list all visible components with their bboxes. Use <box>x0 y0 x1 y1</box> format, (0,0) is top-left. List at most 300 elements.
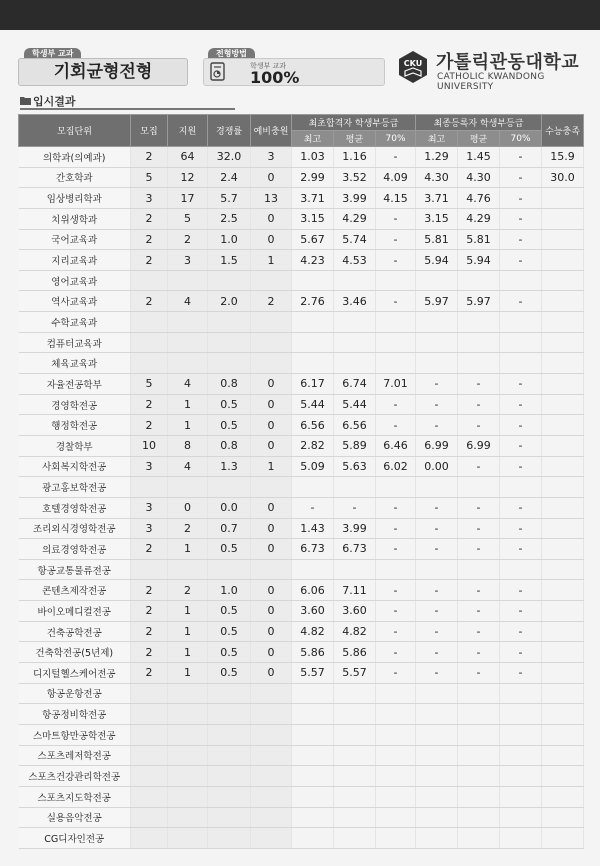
cell-applicants <box>168 807 208 828</box>
cell-final-avg: - <box>458 456 500 477</box>
cell-first-70: - <box>376 250 416 271</box>
cell-first-max <box>292 559 334 580</box>
cell-final-max: 1.29 <box>416 147 458 168</box>
cell-applicants <box>168 477 208 498</box>
cell-first-avg: 4.53 <box>334 250 376 271</box>
cell-first-70 <box>376 786 416 807</box>
cell-applicants <box>168 270 208 291</box>
cell-quota <box>131 786 168 807</box>
cell-quota: 2 <box>131 208 168 229</box>
table-row <box>19 559 584 580</box>
header-sub-max: 최고 <box>292 131 334 147</box>
cell-csat <box>542 208 584 229</box>
cell-quota: 2 <box>131 663 168 684</box>
cell-final-avg: - <box>458 663 500 684</box>
header-applicants: 지원 <box>168 115 208 147</box>
cell-applicants <box>168 683 208 704</box>
cell-final-70: - <box>500 580 542 601</box>
cell-final-max <box>416 683 458 704</box>
table-row <box>19 745 584 766</box>
cell-waitlist: 0 <box>251 374 292 395</box>
cell-applicants: 1 <box>168 539 208 560</box>
cell-first-70 <box>376 683 416 704</box>
cell-first-70 <box>376 312 416 333</box>
cell-waitlist: 13 <box>251 188 292 209</box>
cell-first-avg: 5.44 <box>334 394 376 415</box>
cell-final-70: - <box>500 642 542 663</box>
cell-first-avg <box>334 312 376 333</box>
results-table <box>18 114 584 849</box>
cell-competition: 1.3 <box>208 456 251 477</box>
cell-csat <box>542 724 584 745</box>
cell-quota <box>131 704 168 725</box>
cell-quota <box>131 766 168 787</box>
cell-first-70: - <box>376 497 416 518</box>
cell-first-max: 1.03 <box>292 147 334 168</box>
cell-quota <box>131 745 168 766</box>
cell-csat <box>542 766 584 787</box>
table-row <box>19 353 584 374</box>
cell-csat <box>542 374 584 395</box>
cell-csat <box>542 291 584 312</box>
cell-first-avg: 3.99 <box>334 188 376 209</box>
cell-first-avg: 3.46 <box>334 291 376 312</box>
header-sub-avg: 평균 <box>458 131 500 147</box>
cell-waitlist <box>251 828 292 849</box>
cell-csat: 30.0 <box>542 167 584 188</box>
cell-first-max: 3.60 <box>292 601 334 622</box>
cell-quota: 2 <box>131 147 168 168</box>
cell-first-avg: 1.16 <box>334 147 376 168</box>
table-row <box>19 663 584 684</box>
cell-first-70: - <box>376 518 416 539</box>
cell-csat <box>542 580 584 601</box>
cell-applicants: 1 <box>168 601 208 622</box>
cell-unit: 건축학전공(5년제) <box>19 642 131 663</box>
cell-final-avg: 4.29 <box>458 208 500 229</box>
cell-final-70 <box>500 332 542 353</box>
cell-final-70: - <box>500 621 542 642</box>
cell-quota: 3 <box>131 188 168 209</box>
cell-applicants: 5 <box>168 208 208 229</box>
cell-final-70 <box>500 270 542 291</box>
cell-first-avg <box>334 766 376 787</box>
cell-final-avg <box>458 745 500 766</box>
cell-final-avg: 4.76 <box>458 188 500 209</box>
table-row <box>19 167 584 188</box>
cell-competition: 2.0 <box>208 291 251 312</box>
cell-first-max: 3.15 <box>292 208 334 229</box>
cell-final-avg: - <box>458 518 500 539</box>
cell-csat <box>542 745 584 766</box>
table-row <box>19 539 584 560</box>
cell-final-max: - <box>416 601 458 622</box>
cell-final-max <box>416 828 458 849</box>
cell-quota: 2 <box>131 291 168 312</box>
cell-quota: 2 <box>131 621 168 642</box>
cell-applicants <box>168 724 208 745</box>
cell-competition: 0.5 <box>208 394 251 415</box>
cell-final-avg: - <box>458 580 500 601</box>
cell-csat <box>542 786 584 807</box>
table-row <box>19 147 584 168</box>
table-row <box>19 786 584 807</box>
cell-csat <box>542 683 584 704</box>
cell-final-max: 4.30 <box>416 167 458 188</box>
cell-first-max <box>292 745 334 766</box>
cell-final-70 <box>500 559 542 580</box>
cell-unit: 임상병리학과 <box>19 188 131 209</box>
cell-first-avg <box>334 353 376 374</box>
cell-applicants <box>168 704 208 725</box>
cell-final-max: 5.81 <box>416 229 458 250</box>
table-row <box>19 250 584 271</box>
cell-applicants: 1 <box>168 663 208 684</box>
table-row <box>19 724 584 745</box>
cell-competition: 0.5 <box>208 621 251 642</box>
cell-csat <box>542 477 584 498</box>
cell-applicants <box>168 312 208 333</box>
cell-quota: 2 <box>131 580 168 601</box>
university-logo <box>396 48 591 92</box>
document-chart-icon <box>210 62 228 82</box>
cell-quota <box>131 683 168 704</box>
header-sub-70: 70% <box>500 131 542 147</box>
cell-first-avg: 7.11 <box>334 580 376 601</box>
cell-final-avg: - <box>458 642 500 663</box>
cell-unit: 사회복지학전공 <box>19 456 131 477</box>
cell-competition <box>208 766 251 787</box>
table-row <box>19 312 584 333</box>
cell-quota: 2 <box>131 229 168 250</box>
cell-first-avg: 5.74 <box>334 229 376 250</box>
cell-first-70: 4.15 <box>376 188 416 209</box>
cell-first-70: - <box>376 229 416 250</box>
cell-competition: 1.5 <box>208 250 251 271</box>
svg-text:CKU: CKU <box>403 59 423 68</box>
cell-first-avg: 3.60 <box>334 601 376 622</box>
cell-applicants: 4 <box>168 291 208 312</box>
cell-applicants <box>168 766 208 787</box>
cell-quota: 2 <box>131 601 168 622</box>
cell-final-max: - <box>416 642 458 663</box>
cell-unit: 건축공학전공 <box>19 621 131 642</box>
cell-first-70 <box>376 807 416 828</box>
cell-unit: 스포츠레저학전공 <box>19 745 131 766</box>
cell-first-70 <box>376 704 416 725</box>
cell-final-70: - <box>500 188 542 209</box>
cell-csat <box>542 312 584 333</box>
cell-quota <box>131 312 168 333</box>
cell-first-avg <box>334 807 376 828</box>
cell-final-avg: - <box>458 497 500 518</box>
method-subtitle: 학생부 교과 <box>250 62 287 70</box>
cell-competition: 0.8 <box>208 374 251 395</box>
cell-first-max: 2.82 <box>292 435 334 456</box>
cell-final-avg: - <box>458 601 500 622</box>
table-row <box>19 291 584 312</box>
cell-waitlist: 0 <box>251 580 292 601</box>
section-title: 입시결과 <box>33 95 76 108</box>
cell-unit: 스포츠건강관리학전공 <box>19 766 131 787</box>
cell-final-max: - <box>416 415 458 436</box>
cell-first-max: 5.57 <box>292 663 334 684</box>
cell-unit: 경찰학부 <box>19 435 131 456</box>
cell-waitlist: 0 <box>251 497 292 518</box>
cell-final-max: 5.94 <box>416 250 458 271</box>
table-row <box>19 229 584 250</box>
table-row <box>19 704 584 725</box>
cell-unit: 행정학전공 <box>19 415 131 436</box>
cell-first-avg <box>334 828 376 849</box>
cell-first-70 <box>376 828 416 849</box>
cell-csat <box>542 621 584 642</box>
cell-competition <box>208 332 251 353</box>
cell-final-70 <box>500 828 542 849</box>
folder-icon <box>20 96 31 105</box>
cell-csat <box>542 270 584 291</box>
cell-applicants: 64 <box>168 147 208 168</box>
cell-unit: 의료경영학전공 <box>19 539 131 560</box>
cell-waitlist: 0 <box>251 642 292 663</box>
cell-first-max: 2.99 <box>292 167 334 188</box>
cell-first-max: 5.86 <box>292 642 334 663</box>
cell-first-70: - <box>376 601 416 622</box>
cell-quota <box>131 270 168 291</box>
cell-applicants: 17 <box>168 188 208 209</box>
cell-waitlist: 0 <box>251 435 292 456</box>
cell-first-70: - <box>376 394 416 415</box>
header-waitlist: 예비충원 <box>251 115 292 147</box>
cell-final-max <box>416 312 458 333</box>
cell-first-max: 4.82 <box>292 621 334 642</box>
cell-unit: 간호학과 <box>19 167 131 188</box>
cell-unit: 영어교육과 <box>19 270 131 291</box>
cell-csat <box>542 415 584 436</box>
cell-first-max: 1.43 <box>292 518 334 539</box>
cell-final-avg: - <box>458 621 500 642</box>
cell-final-70 <box>500 704 542 725</box>
cell-unit: 의학과(의예과) <box>19 147 131 168</box>
cell-competition <box>208 477 251 498</box>
cell-unit: 스마트항만공학전공 <box>19 724 131 745</box>
cell-first-70: - <box>376 580 416 601</box>
cell-csat <box>542 332 584 353</box>
cell-waitlist: 0 <box>251 601 292 622</box>
cell-final-max <box>416 786 458 807</box>
cell-final-max <box>416 745 458 766</box>
cell-quota: 5 <box>131 167 168 188</box>
cell-final-70: - <box>500 374 542 395</box>
cell-final-max: 0.00 <box>416 456 458 477</box>
cell-first-avg: 3.99 <box>334 518 376 539</box>
university-name-ko: 가톨릭관동대학교 <box>436 52 580 73</box>
cell-first-max <box>292 353 334 374</box>
cell-first-avg <box>334 704 376 725</box>
cell-competition: 0.5 <box>208 415 251 436</box>
cell-quota: 2 <box>131 394 168 415</box>
cell-first-max: - <box>292 497 334 518</box>
cell-first-max: 6.56 <box>292 415 334 436</box>
cell-unit: 항공운항전공 <box>19 683 131 704</box>
cell-final-70: - <box>500 394 542 415</box>
cell-waitlist <box>251 312 292 333</box>
cell-quota <box>131 724 168 745</box>
cell-final-70: - <box>500 250 542 271</box>
cell-first-avg: 5.57 <box>334 663 376 684</box>
top-bar <box>0 0 600 30</box>
cell-applicants: 2 <box>168 229 208 250</box>
cell-first-max <box>292 766 334 787</box>
table-row <box>19 188 584 209</box>
cell-final-70 <box>500 724 542 745</box>
cell-competition: 1.0 <box>208 229 251 250</box>
cell-competition <box>208 745 251 766</box>
cell-csat <box>542 497 584 518</box>
cell-quota: 2 <box>131 415 168 436</box>
cell-final-max: - <box>416 394 458 415</box>
cell-waitlist: 3 <box>251 147 292 168</box>
cell-competition <box>208 353 251 374</box>
cell-quota <box>131 353 168 374</box>
header-quota: 모집 <box>131 115 168 147</box>
cell-competition: 0.5 <box>208 539 251 560</box>
cell-final-avg <box>458 766 500 787</box>
cell-quota: 2 <box>131 539 168 560</box>
cell-final-avg: - <box>458 539 500 560</box>
cell-first-max: 6.06 <box>292 580 334 601</box>
cell-waitlist <box>251 477 292 498</box>
cell-first-max <box>292 786 334 807</box>
cell-final-70 <box>500 807 542 828</box>
cell-first-max: 5.44 <box>292 394 334 415</box>
cell-quota: 5 <box>131 374 168 395</box>
cell-unit: 역사교육과 <box>19 291 131 312</box>
table-row <box>19 394 584 415</box>
cell-waitlist: 0 <box>251 229 292 250</box>
cell-final-max: - <box>416 518 458 539</box>
cell-first-max <box>292 683 334 704</box>
cell-waitlist: 2 <box>251 291 292 312</box>
cell-final-avg: - <box>458 374 500 395</box>
cell-first-70: - <box>376 415 416 436</box>
table-row <box>19 477 584 498</box>
cell-first-avg: - <box>334 497 376 518</box>
cell-first-max: 4.23 <box>292 250 334 271</box>
cell-csat <box>542 188 584 209</box>
cell-final-70 <box>500 312 542 333</box>
cell-first-70: 4.09 <box>376 167 416 188</box>
table-row <box>19 766 584 787</box>
cell-final-70 <box>500 786 542 807</box>
cell-applicants <box>168 745 208 766</box>
cell-final-70 <box>500 353 542 374</box>
table-row <box>19 518 584 539</box>
cell-first-avg <box>334 745 376 766</box>
cell-quota: 3 <box>131 518 168 539</box>
cell-csat <box>542 663 584 684</box>
cell-first-avg: 4.29 <box>334 208 376 229</box>
cell-final-avg: 4.30 <box>458 167 500 188</box>
cell-final-avg <box>458 828 500 849</box>
cell-first-max: 6.17 <box>292 374 334 395</box>
cell-final-max <box>416 704 458 725</box>
cell-waitlist: 0 <box>251 208 292 229</box>
cell-unit: 치위생학과 <box>19 208 131 229</box>
cell-competition <box>208 270 251 291</box>
cell-csat <box>542 601 584 622</box>
cell-first-70: 6.46 <box>376 435 416 456</box>
cell-final-avg <box>458 704 500 725</box>
cell-final-avg: 6.99 <box>458 435 500 456</box>
cell-competition: 0.5 <box>208 663 251 684</box>
cell-final-max <box>416 807 458 828</box>
header-sub-70: 70% <box>376 131 416 147</box>
cell-csat <box>542 435 584 456</box>
cell-csat <box>542 394 584 415</box>
cell-applicants: 12 <box>168 167 208 188</box>
cell-unit: 실용음악전공 <box>19 807 131 828</box>
cell-final-max <box>416 477 458 498</box>
cell-csat <box>542 353 584 374</box>
cell-quota <box>131 559 168 580</box>
university-name-en: CATHOLIC KWANDONG UNIVERSITY <box>437 72 545 92</box>
cell-unit: 디지털헬스케어전공 <box>19 663 131 684</box>
cell-final-70: - <box>500 518 542 539</box>
cell-first-max <box>292 807 334 828</box>
cell-applicants: 1 <box>168 621 208 642</box>
table-body <box>19 147 584 849</box>
cell-first-max: 5.09 <box>292 456 334 477</box>
cell-waitlist: 0 <box>251 415 292 436</box>
cell-unit: 광고홍보학전공 <box>19 477 131 498</box>
cell-unit: 스포츠지도학전공 <box>19 786 131 807</box>
cell-competition <box>208 683 251 704</box>
cell-competition: 0.5 <box>208 642 251 663</box>
cell-final-max: 3.71 <box>416 188 458 209</box>
cell-final-avg <box>458 353 500 374</box>
cell-first-70: - <box>376 147 416 168</box>
cell-csat <box>542 456 584 477</box>
cell-csat <box>542 518 584 539</box>
cell-waitlist: 0 <box>251 394 292 415</box>
cell-first-max: 6.73 <box>292 539 334 560</box>
cell-csat: 15.9 <box>542 147 584 168</box>
cell-csat <box>542 250 584 271</box>
cell-csat <box>542 642 584 663</box>
cell-first-70: 6.02 <box>376 456 416 477</box>
cell-final-avg <box>458 270 500 291</box>
table-row <box>19 415 584 436</box>
cell-applicants: 2 <box>168 518 208 539</box>
cell-unit: 바이오메디컬전공 <box>19 601 131 622</box>
cell-waitlist: 0 <box>251 167 292 188</box>
cell-first-70 <box>376 353 416 374</box>
table-row <box>19 601 584 622</box>
cell-waitlist: 0 <box>251 663 292 684</box>
cell-final-avg <box>458 477 500 498</box>
cell-unit: 경영학전공 <box>19 394 131 415</box>
cell-waitlist <box>251 704 292 725</box>
cell-applicants: 1 <box>168 415 208 436</box>
cell-first-70 <box>376 745 416 766</box>
cell-final-max: 3.15 <box>416 208 458 229</box>
cell-first-70 <box>376 332 416 353</box>
cell-quota <box>131 477 168 498</box>
cell-waitlist: 1 <box>251 250 292 271</box>
cell-first-70 <box>376 559 416 580</box>
cell-first-max <box>292 270 334 291</box>
